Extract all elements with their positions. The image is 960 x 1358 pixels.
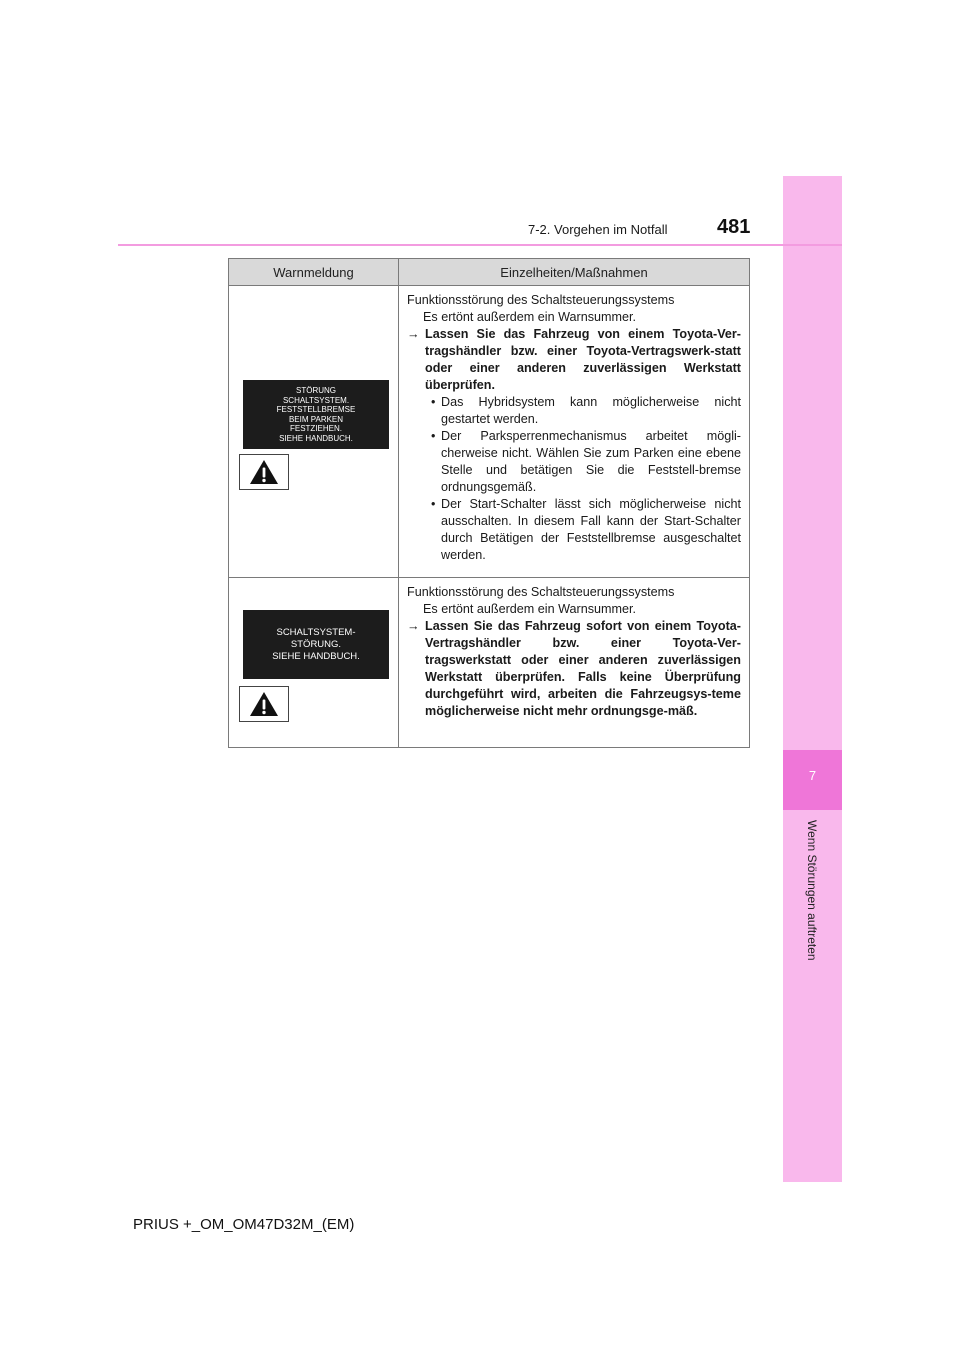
details-cell xyxy=(399,578,750,748)
list-item: • Das Hybridsystem kann möglicherweise nicht gestartet werden. xyxy=(431,395,741,426)
buzzer-note: Es ertönt außerdem ein Warnsummer. xyxy=(423,602,637,616)
warning-visual-cell xyxy=(229,286,399,578)
display-line: SIEHE HANDBUCH. xyxy=(272,650,360,662)
page-number: 481 xyxy=(717,216,751,238)
multi-info-display-message xyxy=(243,610,389,679)
warning-visual-cell xyxy=(229,578,399,748)
chapter-number: 7 xyxy=(808,768,817,783)
chapter-side-tab xyxy=(783,176,842,1182)
list-item: • Der Start-Schalter lässt sich möglicherweise nicht ausschalten. In diesem Fall kann der Start-Schalter durch Betätigen der Feststellbremse ausgeschaltet werden. xyxy=(431,497,741,562)
arrow-icon: → xyxy=(407,327,420,341)
table-header-row xyxy=(229,259,750,286)
display-line: FESTSTELLBREMSE xyxy=(276,405,356,414)
multi-info-display-message xyxy=(243,380,389,449)
document-id: PRIUS +_OM_OM47D32M_(EM) xyxy=(133,1216,355,1233)
action-instruction: → Lassen Sie das Fahrzeug sofort von einem Toyota-Vertragshändler bzw. einer Toyota-Ver-tragswerkstatt oder einer anderen zuverlässigen Werkstatt überprüfen. Falls keine Überprüfung durchgeführt wird, arbeiten die Fahrzeugsys-teme möglicherweise nicht mehr ordnungsge-mäß. xyxy=(407,619,741,718)
chapter-label: Wenn Störungen auftreten xyxy=(805,820,819,961)
action-instruction: → Lassen Sie das Fahrzeug von einem Toyota-Ver-tragshändler bzw. einer Toyota-Vertragswerk-statt oder einer anderen zuverlässigen Werkstatt überprüfen. xyxy=(407,327,741,392)
malfunction-title: Funktionsstörung des Schaltsteuerungssystems xyxy=(407,585,675,599)
malfunction-title: Funktionsstörung des Schaltsteuerungssystems xyxy=(407,293,675,307)
display-line: SIEHE HANDBUCH. xyxy=(279,433,353,443)
section-title: 7-2. Vorgehen im Notfall xyxy=(528,222,668,237)
table-row xyxy=(229,578,750,748)
display-line: SCHALTSYSTEM. xyxy=(282,395,350,405)
warning-triangle-icon xyxy=(239,686,289,722)
display-line: SCHALTSYSTEM- xyxy=(276,626,356,638)
table-row xyxy=(229,286,750,578)
display-line: STÖRUNG. xyxy=(290,638,342,650)
display-line: BEIM PARKEN xyxy=(288,414,344,424)
arrow-icon: → xyxy=(407,619,420,633)
list-item: • Der Parksperrenmechanismus arbeitet mögli-cherweise nicht. Wählen Sie zum Parken eine ebene Stelle und betätigen Sie die Feststell-bremse ordnungsgemäß. xyxy=(431,429,741,494)
details-cell xyxy=(399,286,750,578)
warning-triangle-icon xyxy=(239,454,289,490)
buzzer-note: Es ertönt außerdem ein Warnsummer. xyxy=(423,310,637,324)
display-line: STÖRUNG xyxy=(296,386,336,395)
header-divider xyxy=(118,244,842,246)
display-line: FESTZIEHEN. xyxy=(289,424,342,433)
column-header-warning: Warnmeldung xyxy=(229,259,399,286)
warning-table xyxy=(228,258,750,748)
column-header-details: Einzelheiten/Maßnahmen xyxy=(399,259,750,286)
